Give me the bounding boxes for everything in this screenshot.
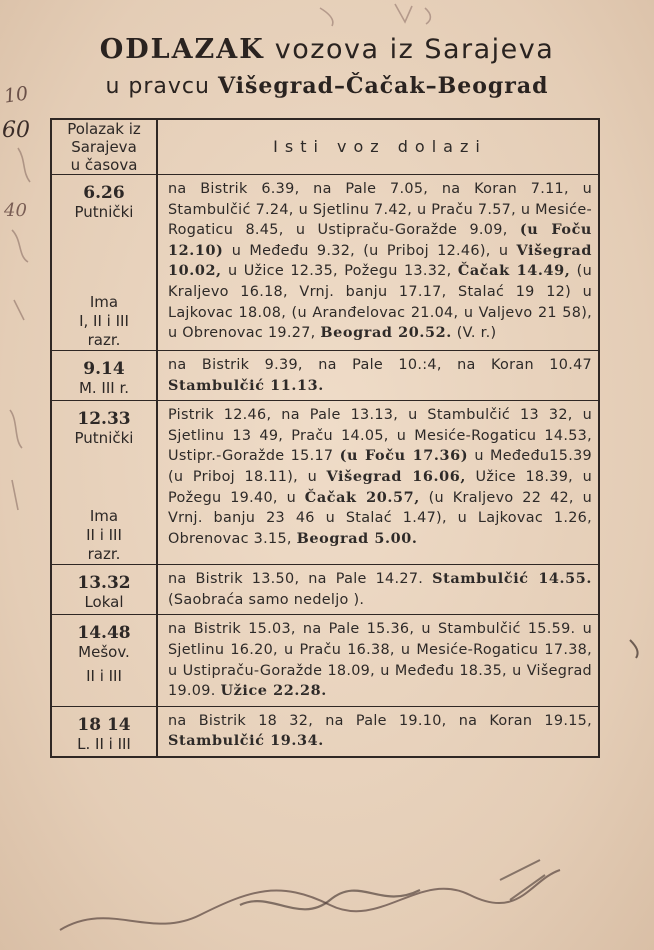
major-stop: Stambulčić 14.55. [432,570,592,588]
table-row [51,565,599,615]
train-type: M. III r. [78,379,130,397]
spacer [52,447,156,507]
margin-note-2: 60 [2,118,30,143]
stop-text: u Međeđu 9.32, (u Priboj 12.46), u [223,242,517,259]
stop-text: Užice 18.39, u Požegu 19.40, u [168,468,592,506]
stop-text: (u Kraljevo 22 42, u Vrnj. banju 23 46 u Stalać 1.47), u Lajkovac 1.26, Obrenovac 3.15, [168,489,592,547]
stop-text: na Bistrik 13.50, na Pale 14.27. [168,571,433,588]
departure-cell [51,175,157,351]
arrival-stops-cell [157,615,599,706]
class-info: II i III [86,667,122,686]
major-stop: Višegrad 10.02, [168,241,592,280]
subtitle-prefix: u pravcu [105,74,210,99]
class-info: Ima [89,507,119,526]
departure-time: 18 14 [77,714,131,735]
train-type: L. II i III [77,734,131,753]
train-type: Lokal [84,593,124,612]
departure-timetable [50,118,600,758]
arrival-stops-cell [157,175,599,351]
train-type: Mešov. [78,643,130,662]
stop-text: (u Kraljevo 16.18, Vrnj. banju 17.17, Stalać 19 12) u Lajkovac 18.08, (u Aranđelovac 21.04, u Valjevo 21 58), u Obrenovac 19.27, [168,263,592,342]
header-line: Polazak iz [67,120,141,138]
major-stop: Beograd 5.00. [296,529,418,547]
departure-time: 12.33 [77,409,131,430]
table-row [51,706,599,757]
table-row [51,351,599,401]
departure-cell [51,706,157,757]
header-line: u časova [70,156,138,174]
spacer [52,221,156,293]
major-stop: Beograd 20.52. [320,324,452,342]
table-row [51,615,599,706]
stop-text: na Bistrik 9.39, na Pale 10.:4, na Koran 10.47 [168,357,592,373]
departure-cell [51,351,157,401]
page-title [0,34,654,65]
header-line: Sarajeva [71,138,137,156]
departure-time: 6.26 [83,183,125,203]
stop-text: na Bistrik 18 32, na Pale 19.10, na Koran 19.15, [168,712,592,729]
stop-text: na Bistrik 6.39, na Pale 7.05, na Koran 7.11, u Stambulčić 7.24, u Sjetlinu 7.42, u Praču 7.57, u Mesiće-Rogaticu 8.45, u Ustipraču-Goražde 9.09, [168,181,592,239]
table-header-row [51,119,599,175]
departure-time: 14.48 [77,623,131,644]
departure-cell [51,401,157,565]
class-info: razr. [87,331,121,349]
margin-note-1: 10 [2,82,30,108]
train-type: Putnički [74,203,134,221]
subtitle-route: Višegrad–Čačak–Beograd [217,73,549,99]
departure-time: 13.32 [77,573,131,594]
class-info: Ima [89,293,119,311]
departure-cell [51,615,157,706]
class-info: razr. [87,545,121,564]
major-stop: Čačak 14.49, [457,262,571,280]
margin-note-3: 40 [4,200,27,221]
major-stop: Stambulčić 19.34. [168,732,324,750]
stop-text: u Užice 12.35, Požegu 13.32, [221,263,458,280]
arrival-stops-cell [157,706,599,757]
major-stop: Stambulčić 11.13. [168,376,324,394]
major-stop: Čačak 20.57, [304,488,420,506]
class-info: I, II i III [79,312,129,330]
page-subtitle [0,73,654,99]
stop-text: (Saobraća samo nedeljo ). [168,591,365,608]
table-row [51,175,599,351]
departure-cell [51,565,157,615]
table-row [51,401,599,565]
major-stop: (u Foču 12.10) [168,221,592,259]
class-info: II i III [86,526,122,545]
timetable-rows [51,175,599,757]
stop-text: u Međeđu15.39 (u Priboj 18.11), u [168,448,592,485]
header-arrival-column: Isti voz dolazi [273,136,487,156]
major-stop: (u Foču 17.36) [339,447,469,465]
title-rest: vozova iz Sarajeva [274,34,555,65]
stop-text: Pistrik 12.46, na Pale 13.13, u Stambulčić 13 32, u Sjetlinu 13 49, Praču 14.05, u Mesiće-Rogaticu 14.53, Ustipr.-Goražde 15.17 [168,407,592,465]
departure-time: 9.14 [83,359,125,379]
header-departure-column [51,119,157,175]
arrival-stops-cell [157,351,599,401]
stop-text: na Bistrik 15.03, na Pale 15.36, u Stambulčić 15.59. u Sjetlinu 16.20, u Praču 16.38, u Mesiće-Rogaticu 17.38, u Ustipraču-Goražde 18.09, u Međeđu 18.35, u Višegrad 19.09. [168,621,592,700]
major-stop: Užice 22.28. [220,682,327,700]
stop-text: (V. r.) [451,325,497,342]
arrival-stops-cell [157,401,599,565]
arrival-stops-cell [157,565,599,615]
title-bold: ODLAZAK [99,34,265,65]
major-stop: Višegrad 16.06, [326,467,466,485]
train-type: Putnički [74,429,134,448]
